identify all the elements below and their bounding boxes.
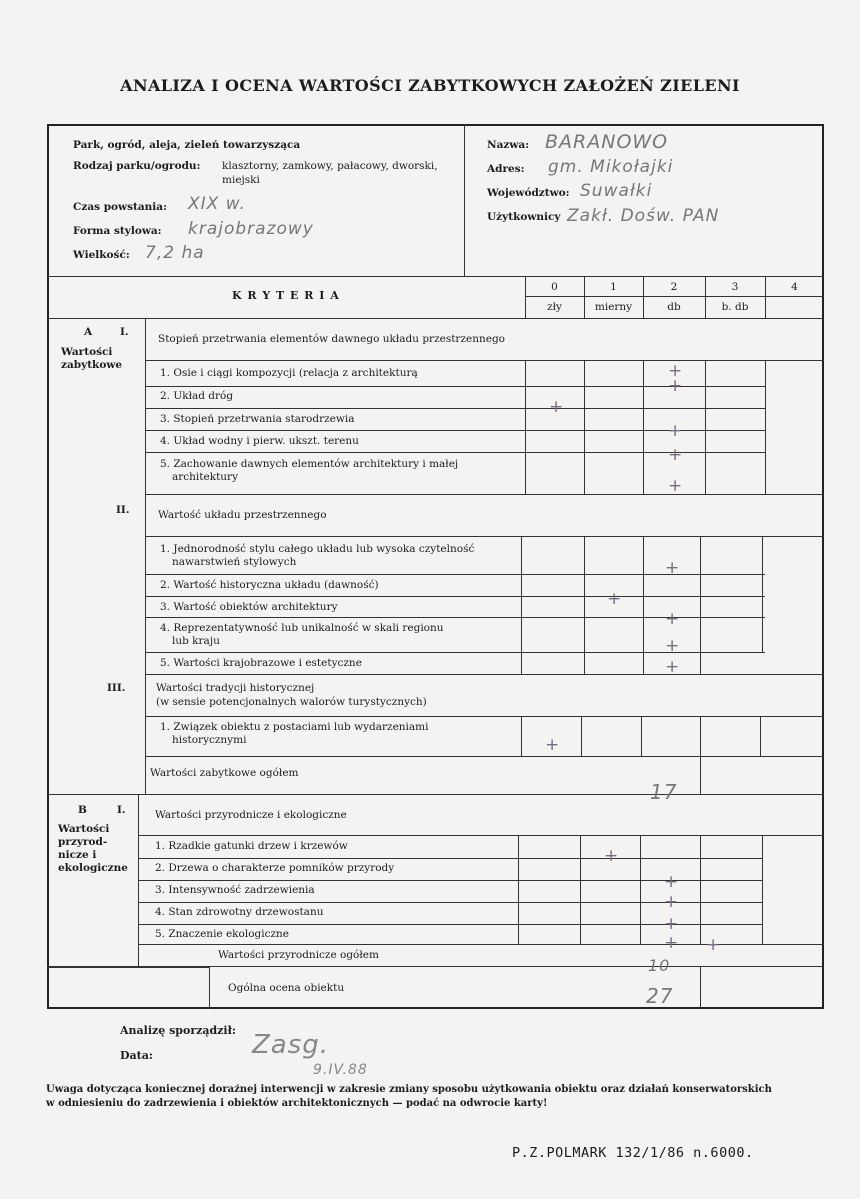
intervention-note (46, 1083, 826, 1111)
a3-item-1: 1. Związek obiektu z postaciami lub wydarzeniami (160, 721, 429, 733)
b-total-value: 10 (648, 956, 671, 975)
rodzaj-options-2: miejski (222, 174, 260, 186)
section-b-name-2: przyrod- (58, 836, 108, 848)
wojewodztwo-label: Województwo: (487, 187, 570, 199)
group-a3-subtitle: (w sensie potencjonalnych walorów turystycznych) (156, 696, 427, 708)
park-label: Park, ogród, aleja, zieleń towarzysząca (73, 139, 301, 151)
mark-b-5: + (664, 933, 679, 953)
mark-a2-1: + (665, 558, 680, 578)
sporzadzil-label: Analizę sporządził: (120, 1024, 236, 1037)
a2-item-1-cont: nawarstwień stylowych (172, 556, 297, 568)
b-item-3: 3. Intensywność zadrzewienia (155, 884, 315, 896)
a1-item-5: 5. Zachowanie dawnych elementów architektury i małej (160, 458, 459, 470)
wojewodztwo-value: Suwałki (580, 181, 653, 201)
adres-label: Adres: (487, 163, 525, 175)
a2-item-4: 4. Reprezentatywność lub unikalność w skali regionu (160, 622, 444, 634)
section-b-name-4: ekologiczne (58, 862, 128, 874)
a1-item-5-cont: architektury (172, 471, 239, 483)
mark-a1-4: + (668, 421, 683, 441)
a1-item-4: 4. Układ wodny i pierw. ukszt. terenu (160, 435, 359, 447)
a1-item-1: 1. Osie i ciągi kompozycji (relacja z architekturą (160, 367, 418, 379)
page-title: ANALIZA I OCENA WARTOŚCI ZABYTKOWYCH ZAŁOŻEŃ ZIELENI (120, 76, 740, 95)
note-line-2: w odniesieniu do zadrzewienia i obiektów architektonicznych — podać na odwrocie karty! (46, 1098, 548, 1109)
data-label: Data: (120, 1049, 153, 1062)
section-a-letter: A (84, 326, 93, 338)
mark-b-4: + (664, 914, 679, 934)
mark-a2-5: + (665, 657, 680, 677)
forma-value: krajobrazowy (188, 219, 314, 239)
col-3-num: 3 (731, 281, 739, 293)
adres-value: gm. Mikołajki (548, 157, 674, 177)
note-line-1: Uwaga dotycząca koniecznej doraźnej interwencji w zakresie zmiany sposobu użytkowania obiektu oraz działań konserwatorskich (46, 1084, 772, 1095)
mark-a1-5: + (668, 445, 683, 465)
printer-footer: P.Z.POLMARK 132/1/86 n.6000. (512, 1145, 754, 1161)
section-a-roman-1: I. (120, 326, 129, 338)
col-2-label: db (667, 301, 681, 313)
a-total-value: 17 (650, 780, 678, 804)
section-b-name-3: nicze i (58, 849, 97, 861)
group-a1-title: Stopień przetrwania elementów dawnego układu przestrzennego (158, 333, 505, 345)
a3-item-1-cont: historycznymi (172, 734, 247, 746)
mark-b-extra: + (706, 935, 721, 955)
overall-value: 27 (646, 984, 674, 1008)
section-a-roman-2: II. (116, 504, 130, 516)
section-a-name: Wartości (61, 346, 113, 358)
group-b-title: Wartości przyrodnicze i ekologiczne (155, 809, 347, 821)
a1-item-3: 3. Stopień przetrwania starodrzewia (160, 413, 355, 425)
mark-a1-2: + (668, 376, 683, 396)
mark-b-1: + (604, 846, 619, 866)
a2-item-4-cont: lub kraju (172, 635, 220, 647)
section-b-name: Wartości (58, 823, 110, 835)
mark-a1-1: + (668, 361, 683, 381)
mark-a2-2: + (607, 589, 622, 609)
a1-item-2: 2. Układ dróg (160, 390, 234, 402)
uzytkownicy-value: Zakł. Dośw. PAN (567, 206, 720, 226)
col-4-num: 4 (791, 281, 798, 293)
b-total-label: Wartości przyrodnicze ogółem (218, 949, 379, 961)
b-item-2: 2. Drzewa o charakterze pomników przyrody (155, 862, 395, 874)
overall-label: Ogólna ocena obiektu (228, 982, 345, 994)
rodzaj-label: Rodzaj parku/ogrodu: (73, 160, 201, 172)
uzytkownicy-label: Użytkownicy (487, 211, 561, 223)
group-a3-title: Wartości tradycji historycznej (156, 682, 315, 694)
section-b-roman-1: I. (117, 804, 126, 816)
section-a-roman-3: III. (107, 682, 126, 694)
col-0-label: zły (547, 301, 562, 313)
a-total-label: Wartości zabytkowe ogółem (150, 767, 299, 779)
section-a-name-2: zabytkowe (61, 359, 123, 371)
a2-item-2: 2. Wartość historyczna układu (dawność) (160, 579, 379, 591)
a2-item-3: 3. Wartość obiektów architektury (160, 601, 338, 613)
wielkosc-value: 7,2 ha (145, 243, 205, 263)
wielkosc-label: Wielkość: (73, 249, 130, 261)
section-b-letter: B (78, 804, 87, 816)
mark-a2-4: + (665, 636, 680, 656)
col-2-num: 2 (670, 281, 678, 293)
col-3-label: b. db (721, 301, 749, 313)
kryteria-label: K R Y T E R I A (232, 289, 340, 302)
col-1-num: 1 (610, 281, 617, 293)
a2-item-1: 1. Jednorodność stylu całego układu lub wysoka czytelność (160, 543, 475, 555)
mark-b-3: + (664, 892, 679, 912)
nazwa-value: BARANOWO (545, 131, 669, 153)
b-item-4: 4. Stan zdrowotny drzewostanu (155, 906, 324, 918)
b-item-1: 1. Rzadkie gatunki drzew i krzewów (155, 840, 348, 852)
mark-a3-1: + (545, 735, 560, 755)
group-a2-title: Wartość układu przestrzennego (158, 509, 327, 521)
czas-label: Czas powstania: (73, 201, 167, 213)
col-1-label: mierny (594, 301, 633, 313)
b-item-5: 5. Znaczenie ekologiczne (155, 928, 290, 940)
mark-a1-3: + (549, 397, 564, 417)
sporzadzil-value: Zasg. (252, 1030, 330, 1060)
czas-value: XIX w. (188, 194, 246, 214)
mark-a1-5-extra: + (668, 476, 683, 496)
a2-item-5: 5. Wartości krajobrazowe i estetyczne (160, 657, 362, 669)
col-0-num: 0 (551, 281, 558, 293)
mark-b-2: + (664, 872, 679, 892)
forma-label: Forma stylowa: (73, 225, 162, 237)
data-value: 9.IV.88 (313, 1062, 368, 1078)
rodzaj-options: klasztorny, zamkowy, pałacowy, dworski, (222, 160, 438, 172)
nazwa-label: Nazwa: (487, 139, 530, 151)
mark-a2-3: + (665, 609, 680, 629)
